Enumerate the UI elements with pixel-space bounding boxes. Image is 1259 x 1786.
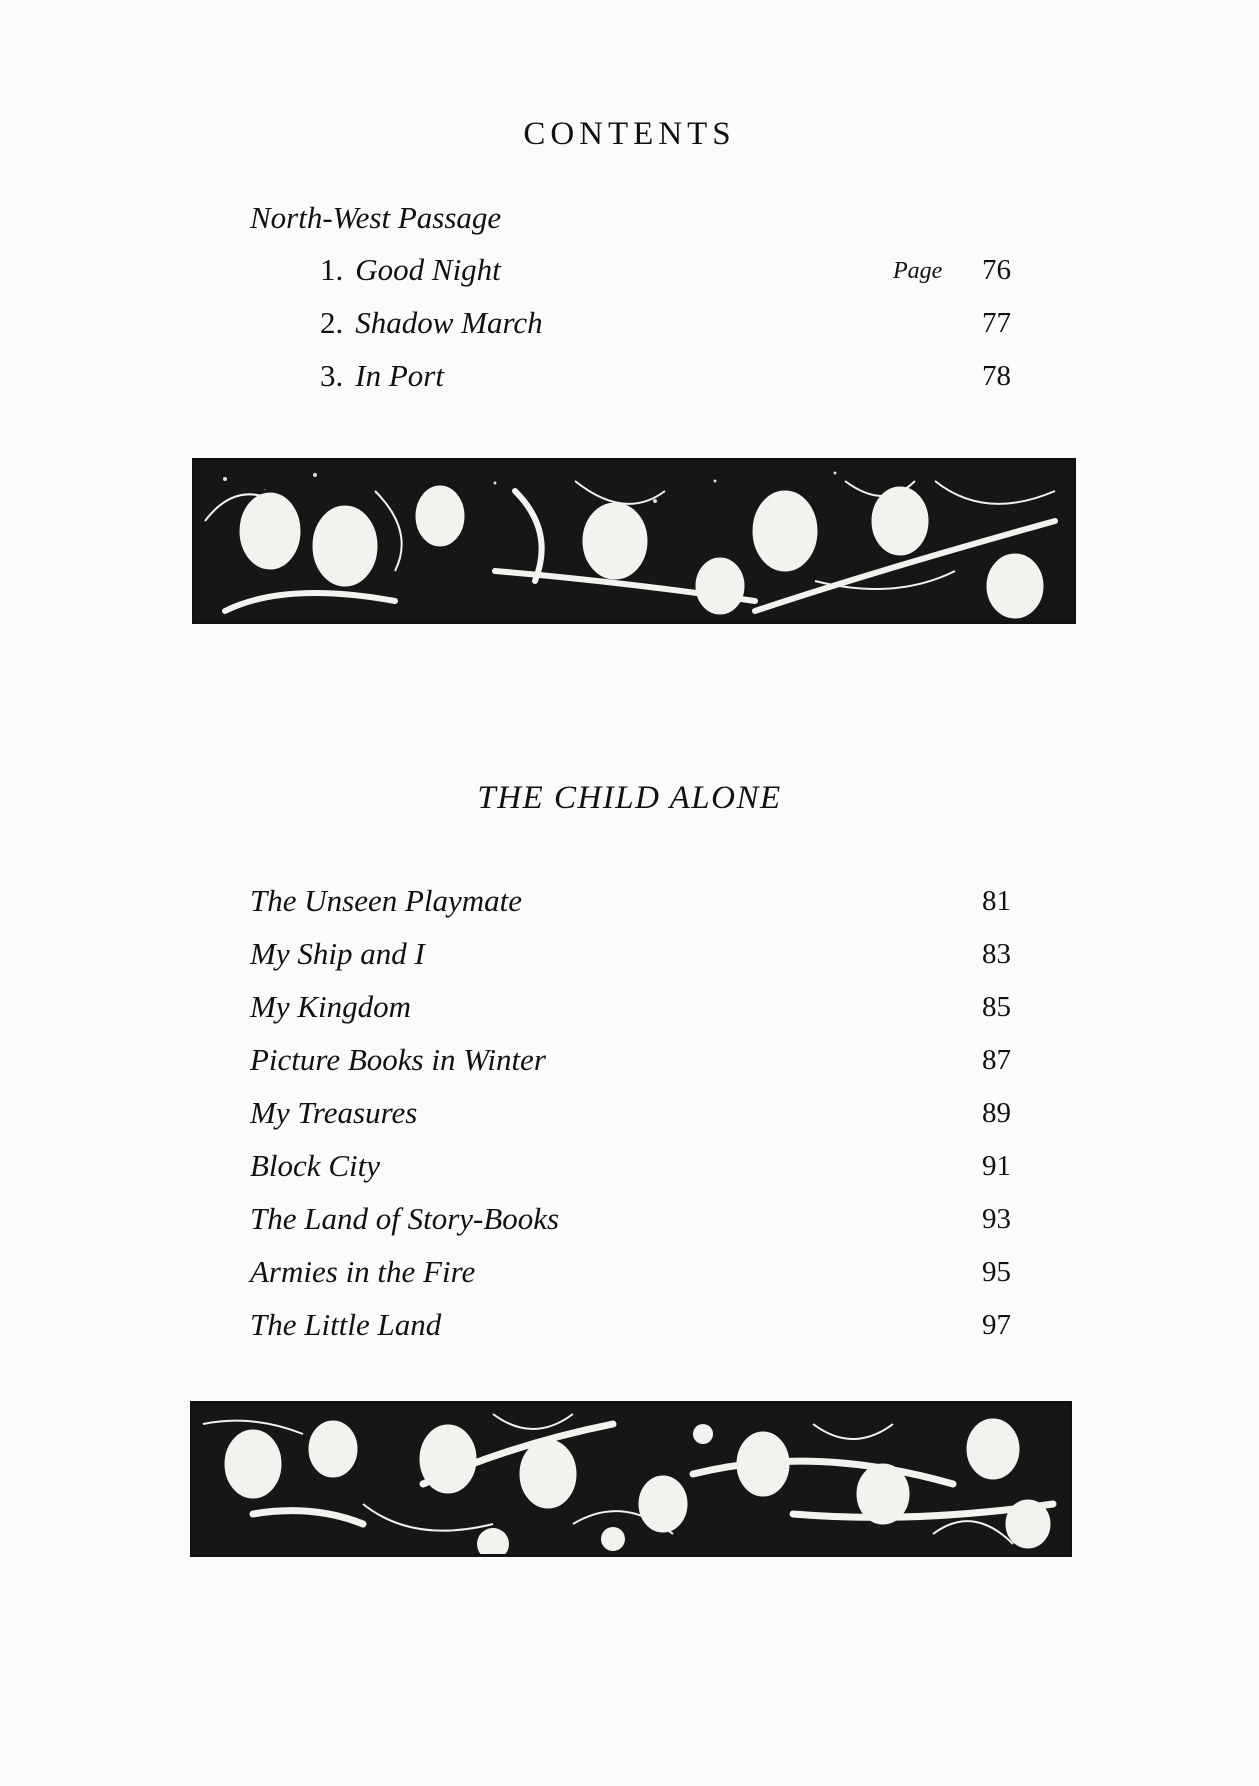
item-number: 1. — [320, 252, 344, 287]
item-page-number: 78 — [982, 360, 1011, 392]
item-title: Shadow March — [355, 305, 543, 340]
toc-item[interactable]: The Little Land — [250, 1307, 442, 1342]
item-number: 2. — [320, 305, 344, 340]
item-page-number: 81 — [982, 885, 1011, 917]
item-title: Good Night — [355, 252, 501, 287]
item-page-number: 76 — [982, 254, 1011, 286]
decorative-frieze-bottom — [190, 1401, 1072, 1557]
item-page-number: 87 — [982, 1044, 1011, 1076]
toc-item[interactable]: The Land of Story-Books — [250, 1201, 560, 1236]
item-page-number: 89 — [982, 1097, 1011, 1129]
toc-item[interactable]: My Treasures — [250, 1095, 418, 1130]
contents-title: CONTENTS — [523, 116, 736, 152]
item-page-number: 77 — [982, 307, 1011, 339]
item-page-number: 93 — [982, 1203, 1011, 1235]
item-title: In Port — [355, 358, 444, 393]
item-page-number: 91 — [982, 1150, 1011, 1182]
toc-item[interactable]: Picture Books in Winter — [250, 1042, 546, 1077]
toc-item[interactable] — [320, 305, 543, 341]
item-page-number: 85 — [982, 991, 1011, 1023]
toc-item[interactable]: Armies in the Fire — [250, 1254, 476, 1289]
toc-item[interactable]: The Unseen Playmate — [250, 883, 523, 918]
toc-item[interactable]: Block City — [250, 1148, 380, 1183]
decorative-frieze-top — [192, 458, 1076, 624]
item-page-number: 95 — [982, 1256, 1011, 1288]
page-label: Page — [893, 258, 943, 284]
item-number: 3. — [320, 358, 344, 393]
item-page-number: 83 — [982, 938, 1011, 970]
group-title-north-west-passage: North-West Passage — [250, 200, 502, 235]
toc-item[interactable]: My Ship and I — [250, 936, 425, 971]
item-page-number: 97 — [982, 1309, 1011, 1341]
section-title: THE CHILD ALONE — [477, 780, 782, 816]
toc-item[interactable] — [320, 252, 501, 288]
toc-item[interactable]: My Kingdom — [250, 989, 412, 1024]
toc-item[interactable] — [320, 358, 444, 394]
